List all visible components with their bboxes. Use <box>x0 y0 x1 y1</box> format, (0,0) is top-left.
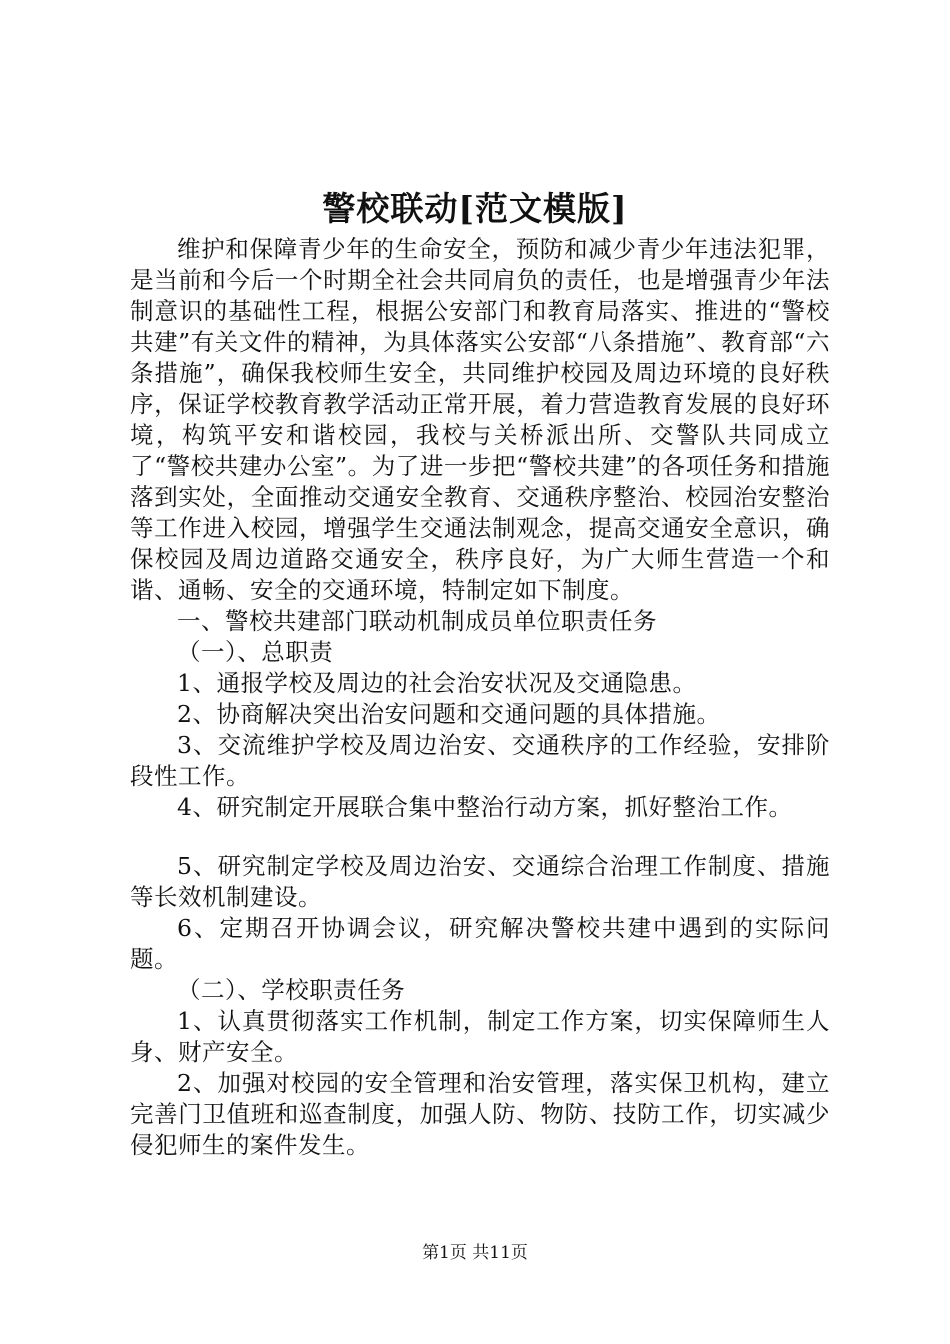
document-title: 警校联动[范文模版] <box>322 189 628 228</box>
list-item: 5、研究制定学校及周边治安、交通综合治理工作制度、措施等长效机制建设。 <box>130 852 830 911</box>
list-item: 6、定期召开协调会议，研究解决警校共建中遇到的实际问题。 <box>130 914 830 973</box>
document-body <box>130 234 830 1161</box>
subsection-heading-general: （一）、总职责 <box>177 638 334 666</box>
list-item: 3、交流维护学校及周边治安、交通秩序的工作经验，安排阶段性工作。 <box>130 731 830 790</box>
intro-paragraph: 维护和保障青少年的生命安全，预防和减少青少年违法犯罪，是当前和今后一个时期全社会共同肩负的责任，也是增强青少年法制意识的基础性工程，根据公安部门和教育局落实、推进的“警校共建”有关文件的精神，为具体落实公安部“八条措施”、教育部“六条措施”，确保我校师生安全，共同维护校园及周边环境的良好秩序，保证学校教育教学活动正常开展，着力营造教育发展的良好环境，构筑平安和谐校园，我校与关桥派出所、交警队共同成立了“警校共建办公室”。为了进一步把“警校共建”的各项任务和措施落到实处，全面推动交通安全教育、交通秩序整治、校园治安整治等工作进入校园，增强学生交通法制观念，提高交通安全意识，确保校园及周边道路交通安全，秩序良好，为广大师生营造一个和谐、通畅、安全的交通环境，特制定如下制度。 <box>130 235 830 604</box>
list-item: 1、通报学校及周边的社会治安状况及交通隐患。 <box>177 669 697 697</box>
list-item: 2、协商解决突出治安问题和交通问题的具体措施。 <box>177 700 721 728</box>
list-item: 1、认真贯彻落实工作机制，制定工作方案，切实保障师生人身、财产安全。 <box>130 1007 830 1066</box>
list-item: 4、研究制定开展联合集中整治行动方案，抓好整治工作。 <box>177 793 793 821</box>
page-number-footer: 第1页 共11页 <box>422 1243 528 1263</box>
list-item: 2、加强对校园的安全管理和治安管理，落实保卫机构，建立完善门卫值班和巡查制度，加强人防、物防、技防工作，切实减少侵犯师生的案件发生。 <box>130 1069 830 1159</box>
section-heading-1: 一、警校共建部门联动机制成员单位职责任务 <box>177 607 657 635</box>
subsection-heading-school: （二）、学校职责任务 <box>177 976 406 1004</box>
